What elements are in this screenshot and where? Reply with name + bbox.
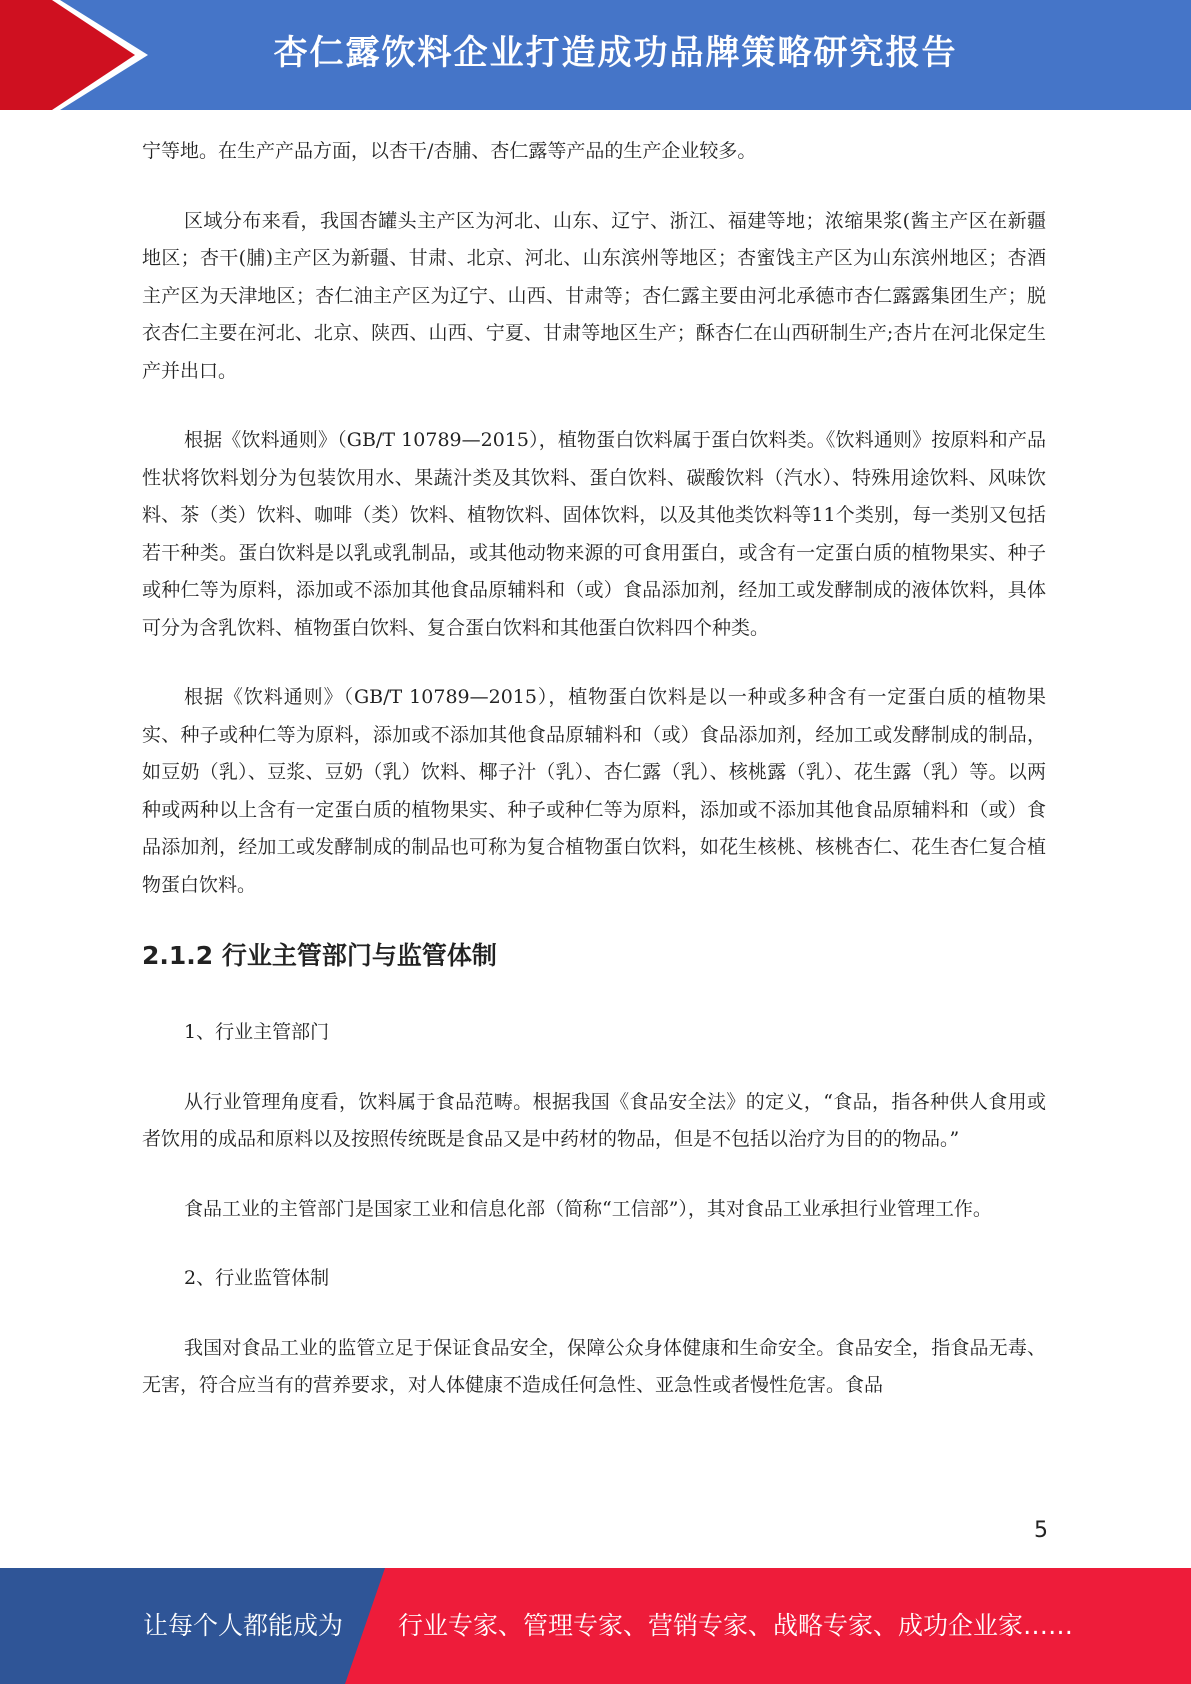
subsection-title-authority: 1、行业主管部门 (184, 1021, 330, 1043)
subsection-title-supervision: 2、行业监管体制 (184, 1267, 330, 1289)
paragraph-regional-distribution: 区域分布来看，我国杏罐头主产区为河北、山东、辽宁、浙江、福建等地；浓缩果浆(酱主产区在新疆地区；杏干(脯)主产区为新疆、甘肃、北京、河北、山东滨州等地区；杏蜜饯主产区为山东滨州地区；杏酒主产区为天津地区；杏仁油主产区为辽宁、山西、甘肃等；杏仁露主要由河北承德市杏仁露露集团生产；脱衣杏仁主要在河北、北京、陕西、山西、宁夏、甘肃等地区生产；酥杏仁在山西研制生产;杏片在河北保定生产并出口。 (142, 209, 1046, 382)
paragraph-supervision: 我国对食品工业的监管立足于保证食品安全，保障公众身体健康和生命安全。食品安全，指食品无毒、无害，符合应当有的营养要求，对人体健康不造成任何急性、亚急性或者慢性危害。食品 (142, 1336, 1046, 1396)
paragraph-beverage-classification: 根据《饮料通则》（GB/T 10789—2015），植物蛋白饮料属于蛋白饮料类。《饮料通则》按原料和产品性状将饮料划分为包装饮用水、果蔬汁类及其饮料、蛋白饮料、碳酸饮料（汽水）、特殊用途饮料、风味饮料、茶（类）饮料、咖啡（类）饮料、植物饮料、固体饮料，以及其他类饮料等11个类别，每一类别又包括若干种类。蛋白饮料是以乳或乳制品，或其他动物来源的可食用蛋白，或含有一定蛋白质的植物果实、种子或种仁等为原料，添加或不添加其他食品原辅料和（或）食品添加剂，经加工或发酵制成的液体饮料，具体可分为含乳饮料、植物蛋白饮料、复合蛋白饮料和其他蛋白饮料四个种类。 (142, 429, 1046, 639)
page-number: 5 (1034, 1518, 1048, 1543)
paragraph-authority: 食品工业的主管部门是国家工业和信息化部（简称“工信部”），其对食品工业承担行业管理工作。 (184, 1197, 992, 1220)
page-body (142, 133, 1046, 1437)
footer-slogan-left: 让每个人都能成为 (143, 1611, 344, 1640)
report-header (0, 0, 1191, 110)
section-heading: 2.1.2 行业主管部门与监管体制 (142, 941, 497, 970)
paragraph-continuation: 宁等地。在生产产品方面，以杏干/杏脯、杏仁露等产品的生产企业较多。 (142, 140, 757, 162)
footer-slogan-right: 行业专家、管理专家、营销专家、战略专家、成功企业家…… (398, 1611, 1074, 1640)
report-footer (0, 1568, 1191, 1684)
paragraph-food-definition: 从行业管理角度看，饮料属于食品范畴。根据我国《食品安全法》的定义，“食品，指各种供人食用或者饮用的成品和原料以及按照传统既是食品又是中药材的物品，但是不包括以治疗为目的的物品。” (142, 1090, 1046, 1150)
paragraph-plant-protein-definition: 根据《饮料通则》（GB/T 10789—2015），植物蛋白饮料是以一种或多种含有一定蛋白质的植物果实、种子或种仁等为原料，添加或不添加其他食品原辅料和（或）食品添加剂，经加工或发酵制成的制品，如豆奶（乳）、豆浆、豆奶（乳）饮料、椰子汁（乳）、杏仁露（乳）、核桃露（乳）、花生露（乳）等。以两种或两种以上含有一定蛋白质的植物果实、种子或种仁等为原料，添加或不添加其他食品原辅料和（或）食品添加剂，经加工或发酵制成的制品也可称为复合植物蛋白饮料，如花生核桃、核桃杏仁、花生杏仁复合植物蛋白饮料。 (142, 686, 1046, 896)
report-title: 杏仁露饮料企业打造成功品牌策略研究报告 (273, 33, 958, 73)
